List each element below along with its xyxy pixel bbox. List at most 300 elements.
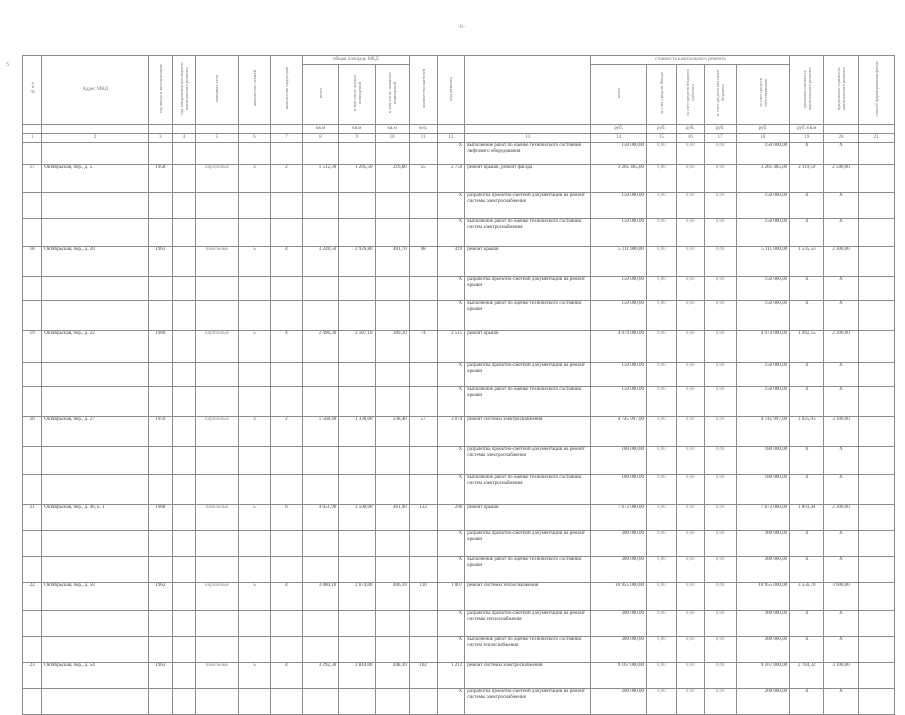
entrance-count: 2: [270, 165, 302, 193]
house-number: [23, 277, 42, 301]
floor-count: [238, 219, 270, 247]
col-number: 10: [375, 134, 409, 143]
residents-count: [409, 387, 437, 417]
limit-cost: X: [824, 689, 858, 715]
col-number: 1: [23, 134, 42, 143]
unit-cost: X: [790, 557, 824, 583]
cost-owners: 200 000,00: [736, 689, 789, 715]
table-row: [23, 301, 895, 331]
cost-local: 0,00: [704, 247, 736, 277]
fund-method: [858, 637, 894, 663]
repair-code: X: [437, 363, 465, 387]
cost-owners: 9 167 000,00: [736, 663, 789, 689]
work-description: ремонт системы электроснабжения: [465, 417, 591, 447]
residents-count: [409, 193, 437, 219]
cost-fund: 0,00: [646, 165, 676, 193]
area-living: [339, 219, 375, 247]
cost-fund: 0,00: [646, 531, 676, 557]
area-total: [302, 143, 338, 165]
cost-owners: 7 672 000,00: [736, 505, 789, 531]
house-number: 21: [23, 505, 42, 531]
fund-method: [858, 219, 894, 247]
floor-count: 5: [238, 505, 270, 531]
build-year: 1958: [149, 165, 173, 193]
house-number: 20: [23, 417, 42, 447]
floor-count: [238, 611, 270, 637]
house-number: [23, 363, 42, 387]
house-number: [23, 611, 42, 637]
floor-count: [238, 143, 270, 165]
unit-cost: 2 784,32: [790, 663, 824, 689]
cost-local: 0,00: [704, 689, 736, 715]
house-address: [42, 277, 149, 301]
cost-local: 0,00: [704, 219, 736, 247]
repair-code: X: [437, 531, 465, 557]
header-residents: количество жителей: [409, 56, 437, 125]
cost-region: 0,00: [676, 637, 704, 663]
build-year: [149, 363, 173, 387]
area-total: [302, 447, 338, 475]
last-repair-year: [172, 611, 196, 637]
fund-method: [858, 689, 894, 715]
cost-region: 0,00: [676, 557, 704, 583]
cost-total: 150 000,00: [591, 387, 647, 417]
build-year: 1959: [149, 417, 173, 447]
header-area-total: всего: [302, 65, 338, 125]
fund-method: [858, 301, 894, 331]
residents-count: [409, 611, 437, 637]
area-living: [339, 447, 375, 475]
unit-cost: 3 556,70: [790, 583, 824, 611]
col-number: 4: [172, 134, 196, 143]
cost-region: 0,00: [676, 165, 704, 193]
unit-cost: X: [790, 447, 824, 475]
house-address: Октябрьская, пер., д. 54: [42, 663, 149, 689]
cost-local: 0,00: [704, 557, 736, 583]
limit-cost: 3 600,00: [824, 583, 858, 611]
unit-cell: кв.м: [375, 125, 409, 134]
wall-material: [196, 447, 239, 475]
unit-cost: 1 535,53: [790, 247, 824, 277]
entrance-count: [270, 219, 302, 247]
residents-count: 110: [409, 583, 437, 611]
area-living: 2 187,10: [339, 331, 375, 363]
residents-count: [409, 557, 437, 583]
residents-count: 55: [409, 165, 437, 193]
repair-code: X: [437, 143, 465, 165]
house-number: [23, 475, 42, 505]
entrance-count: 4: [270, 331, 302, 363]
entrance-count: 6: [270, 505, 302, 531]
area-total: [302, 219, 338, 247]
cost-total: 3 205 465,00: [591, 165, 647, 193]
build-year: [149, 689, 173, 715]
residents-count: 57: [409, 417, 437, 447]
entrance-count: [270, 363, 302, 387]
area-living: [339, 277, 375, 301]
unit-cost: X: [790, 143, 824, 165]
area-nonliving: [375, 475, 409, 505]
cost-owners: 300 000,00: [736, 557, 789, 583]
cost-owners: 180 000,00: [736, 447, 789, 475]
residents-count: 74: [409, 331, 437, 363]
unit-cost: X: [790, 611, 824, 637]
repair-code: X: [437, 447, 465, 475]
unit-cost: 1 992,55: [790, 331, 824, 363]
cost-region: 0,00: [676, 417, 704, 447]
floor-count: [238, 363, 270, 387]
last-repair-year: [172, 277, 196, 301]
unit-cell: руб.: [736, 125, 789, 134]
area-nonliving: 406,10: [375, 583, 409, 611]
build-year: [149, 557, 173, 583]
repair-code: 1 212: [437, 663, 465, 689]
entrance-count: [270, 301, 302, 331]
repair-code: X: [437, 611, 465, 637]
cost-total: 200 000,00: [591, 689, 647, 715]
area-total: [302, 193, 338, 219]
header-cost-fund: за счет средств Фонда: [646, 65, 676, 125]
limit-cost: X: [824, 611, 858, 637]
build-year: [149, 611, 173, 637]
cost-owners: 3 205 465,00: [736, 165, 789, 193]
cost-owners: 180 000,00: [736, 475, 789, 505]
house-number: [23, 689, 42, 715]
cost-fund: 0,00: [646, 663, 676, 689]
cost-local: 0,00: [704, 417, 736, 447]
repair-code: 419: [437, 247, 465, 277]
limit-cost: X: [824, 219, 858, 247]
cost-fund: 0,00: [646, 247, 676, 277]
build-year: [149, 277, 173, 301]
cost-owners: 150 000,00: [736, 219, 789, 247]
limit-cost: 3 100,00: [824, 417, 858, 447]
page-number: -6-: [458, 24, 465, 30]
work-description: выполнение работ по оценке технического состояния крыши: [465, 387, 591, 417]
cost-fund: 0,00: [646, 277, 676, 301]
cost-owners: 150 000,00: [736, 143, 789, 165]
work-description: ремонт крыши, ремонт фасада: [465, 165, 591, 193]
limit-cost: X: [824, 557, 858, 583]
wall-material: кирпичные: [196, 583, 239, 611]
unit-cell: кв.м: [302, 125, 338, 134]
entrance-count: [270, 447, 302, 475]
unit-cost: X: [790, 637, 824, 663]
residents-count: [409, 447, 437, 475]
fund-method: [858, 363, 894, 387]
area-nonliving: [375, 611, 409, 637]
entrance-count: [270, 277, 302, 301]
area-nonliving: [375, 689, 409, 715]
floor-count: [238, 447, 270, 475]
col-number: 13: [465, 134, 591, 143]
build-year: [149, 531, 173, 557]
limit-cost: X: [824, 143, 858, 165]
house-address: Октябрьская, пер., д. 20: [42, 247, 149, 277]
work-description: ремонт системы теплоснабжения: [465, 583, 591, 611]
build-year: 1962: [149, 583, 173, 611]
col-number: 12: [437, 134, 465, 143]
entrance-count: [270, 475, 302, 505]
house-address: Октябрьская, пер., д. 46, к. 1: [42, 505, 149, 531]
area-living: 1 330,00: [339, 417, 375, 447]
work-description: разработка проектно-сметной документации на ремонт крыши: [465, 531, 591, 557]
cost-fund: 0,00: [646, 301, 676, 331]
repair-code: X: [437, 689, 465, 715]
house-address: [42, 143, 149, 165]
build-year: 1963: [149, 663, 173, 689]
build-year: [149, 475, 173, 505]
cost-total: 5 111 000,00: [591, 247, 647, 277]
table-row: [23, 363, 895, 387]
unit-cost: X: [790, 301, 824, 331]
floor-count: 3: [238, 165, 270, 193]
col-number: 5: [196, 134, 239, 143]
cost-local: 0,00: [704, 637, 736, 663]
fund-method: [858, 475, 894, 505]
unit-cell: руб.: [704, 125, 736, 134]
unit-cost: X: [790, 387, 824, 417]
floor-count: [238, 301, 270, 331]
cost-total: 10 955 000,00: [591, 583, 647, 611]
cost-local: 0,00: [704, 387, 736, 417]
house-number: 18: [23, 247, 42, 277]
build-year: [149, 637, 173, 663]
wall-material: панельные: [196, 247, 239, 277]
header-area-group: общая площадь МКД: [302, 56, 409, 65]
cost-total: 150 000,00: [591, 277, 647, 301]
col-number: 21: [858, 134, 894, 143]
cost-owners: 150 000,00: [736, 193, 789, 219]
cost-region: 0,00: [676, 447, 704, 475]
work-description: ремонт системы электроснабжения: [465, 663, 591, 689]
house-address: [42, 193, 149, 219]
entrance-count: [270, 557, 302, 583]
repair-code: X: [437, 301, 465, 331]
repair-code: 2 515: [437, 331, 465, 363]
unit-cost: X: [790, 193, 824, 219]
wall-material: [196, 219, 239, 247]
cost-total: 7 672 000,00: [591, 505, 647, 531]
entrance-count: 4: [270, 247, 302, 277]
header-last-repair: год завершения последнего капитального ремонта: [172, 56, 196, 125]
header-cost-owners: за счет средств собственников: [736, 65, 789, 125]
area-total: 3 292,30: [302, 663, 338, 689]
fund-method: [858, 663, 894, 689]
col-number: 20: [824, 134, 858, 143]
header-year: год ввода в эксплуатацию: [149, 56, 173, 125]
cost-fund: 0,00: [646, 557, 676, 583]
area-living: [339, 363, 375, 387]
area-total: [302, 387, 338, 417]
table-row: [23, 331, 895, 363]
cost-total: 300 000,00: [591, 557, 647, 583]
limit-cost: X: [824, 363, 858, 387]
work-description: выполнение работ по оценке технического состояния крыши: [465, 301, 591, 331]
house-address: [42, 637, 149, 663]
unit-cell: кв.м: [339, 125, 375, 134]
cost-local: 0,00: [704, 505, 736, 531]
house-address: Октябрьская, пер., д. 5: [42, 165, 149, 193]
house-number: [23, 301, 42, 331]
unit-cell: руб.: [591, 125, 647, 134]
header-repair-type: вид ремонта: [437, 56, 465, 125]
cost-total: 150 000,00: [591, 363, 647, 387]
col-number: 17: [704, 134, 736, 143]
floor-count: [238, 193, 270, 219]
area-nonliving: [375, 277, 409, 301]
area-living: [339, 387, 375, 417]
house-number: [23, 637, 42, 663]
unit-cost: X: [790, 219, 824, 247]
cost-fund: 0,00: [646, 583, 676, 611]
house-address: [42, 611, 149, 637]
cost-local: 0,00: [704, 611, 736, 637]
cost-fund: 0,00: [646, 505, 676, 531]
cost-total: 4 974 000,00: [591, 331, 647, 363]
table-row: [23, 447, 895, 475]
table-row: [23, 165, 895, 193]
residents-count: [409, 143, 437, 165]
area-nonliving: [375, 637, 409, 663]
house-number: 22: [23, 583, 42, 611]
wall-material: [196, 193, 239, 219]
residents-count: 122: [409, 505, 437, 531]
cost-region: 0,00: [676, 663, 704, 689]
col-number: 19: [790, 134, 824, 143]
area-living: 3 590,00: [339, 505, 375, 531]
cost-region: 0,00: [676, 363, 704, 387]
cost-total: 4 745 997,00: [591, 417, 647, 447]
cost-region: 0,00: [676, 331, 704, 363]
table-row: [23, 583, 895, 611]
floor-count: [238, 387, 270, 417]
cost-owners: 150 000,00: [736, 301, 789, 331]
work-description: выполнение работ по оценке технического состояния систем теплоснабжения: [465, 637, 591, 663]
work-description: ремонт крыши: [465, 505, 591, 531]
area-living: 1 295,50: [339, 165, 375, 193]
header-cost-local: за счет средств местного бюджета: [704, 65, 736, 125]
area-nonliving: [375, 531, 409, 557]
table-row: [23, 637, 895, 663]
col-number: 14: [591, 134, 647, 143]
cost-owners: 5 111 000,00: [736, 247, 789, 277]
header-limit-cost: предельная стоимость капитального ремонта: [824, 56, 858, 125]
cost-local: 0,00: [704, 583, 736, 611]
work-description: разработка проектно-сметной документации на ремонт системы теплоснабжения: [465, 611, 591, 637]
area-total: 2 496,30: [302, 331, 338, 363]
cost-local: 0,00: [704, 193, 736, 219]
limit-cost: 2 300,00: [824, 331, 858, 363]
build-year: [149, 143, 173, 165]
last-repair-year: [172, 219, 196, 247]
residents-count: [409, 531, 437, 557]
header-address: Адрес МКД: [42, 56, 149, 125]
wall-material: [196, 611, 239, 637]
wall-material: [196, 143, 239, 165]
area-living: [339, 193, 375, 219]
table-body: [23, 143, 895, 715]
cost-owners: 4 974 000,00: [736, 331, 789, 363]
table-row: [23, 417, 895, 447]
cost-owners: 150 000,00: [736, 363, 789, 387]
cost-total: 150 000,00: [591, 301, 647, 331]
col-number: 7: [270, 134, 302, 143]
repair-code: X: [437, 277, 465, 301]
floor-count: [238, 277, 270, 301]
area-nonliving: [375, 557, 409, 583]
fund-method: [858, 611, 894, 637]
area-nonliving: [375, 219, 409, 247]
last-repair-year: [172, 301, 196, 331]
area-total: 3 080,10: [302, 583, 338, 611]
cost-local: 0,00: [704, 363, 736, 387]
header-unit-cost: удельная стоимость капитального ремонта: [790, 56, 824, 125]
area-total: 1 568,40: [302, 417, 338, 447]
unit-cell: руб./кв.м: [790, 125, 824, 134]
cost-local: 0,00: [704, 447, 736, 475]
last-repair-year: [172, 165, 196, 193]
column-numbers-row: [23, 134, 895, 143]
cost-owners: 300 000,00: [736, 637, 789, 663]
repair-code: X: [437, 193, 465, 219]
cost-local: 0,00: [704, 165, 736, 193]
house-number: 17: [23, 165, 42, 193]
work-description: ремонт крыши: [465, 247, 591, 277]
build-year: 1960: [149, 331, 173, 363]
area-living: [339, 475, 375, 505]
header-entrances: количество подъездов: [270, 56, 302, 125]
area-living: 2 926,80: [339, 247, 375, 277]
build-year: [149, 301, 173, 331]
fund-method: [858, 277, 894, 301]
entrance-count: [270, 143, 302, 165]
limit-cost: X: [824, 531, 858, 557]
col-number: 8: [302, 134, 338, 143]
cost-fund: 0,00: [646, 447, 676, 475]
unit-cost: 1 893,44: [790, 505, 824, 531]
work-description: выполнение работ по оценке технического состояния крыши: [465, 557, 591, 583]
wall-material: [196, 277, 239, 301]
cost-local: 0,00: [704, 143, 736, 165]
area-living: [339, 637, 375, 663]
area-total: [302, 611, 338, 637]
cost-fund: 0,00: [646, 193, 676, 219]
work-description: разработка проектно-сметной документации на ремонт крыши: [465, 363, 591, 387]
residents-count: [409, 219, 437, 247]
cost-local: 0,00: [704, 475, 736, 505]
house-address: [42, 475, 149, 505]
wall-material: [196, 557, 239, 583]
table-row: [23, 387, 895, 417]
unit-cost: X: [790, 475, 824, 505]
fund-method: [858, 247, 894, 277]
work-description: выполнение работ по оценке технического состояния систем электроснабжения: [465, 475, 591, 505]
area-total: [302, 475, 338, 505]
unit-cost: 3 025,93: [790, 417, 824, 447]
entrance-count: [270, 611, 302, 637]
work-description: выполнение работ по оценке технического состояния лифтового оборудования: [465, 143, 591, 165]
house-number: [23, 447, 42, 475]
table-row: [23, 689, 895, 715]
fund-method: [858, 417, 894, 447]
last-repair-year: [172, 663, 196, 689]
house-address: [42, 557, 149, 583]
floor-count: [238, 689, 270, 715]
cost-local: 0,00: [704, 331, 736, 363]
entrance-count: [270, 689, 302, 715]
limit-cost: X: [824, 277, 858, 301]
